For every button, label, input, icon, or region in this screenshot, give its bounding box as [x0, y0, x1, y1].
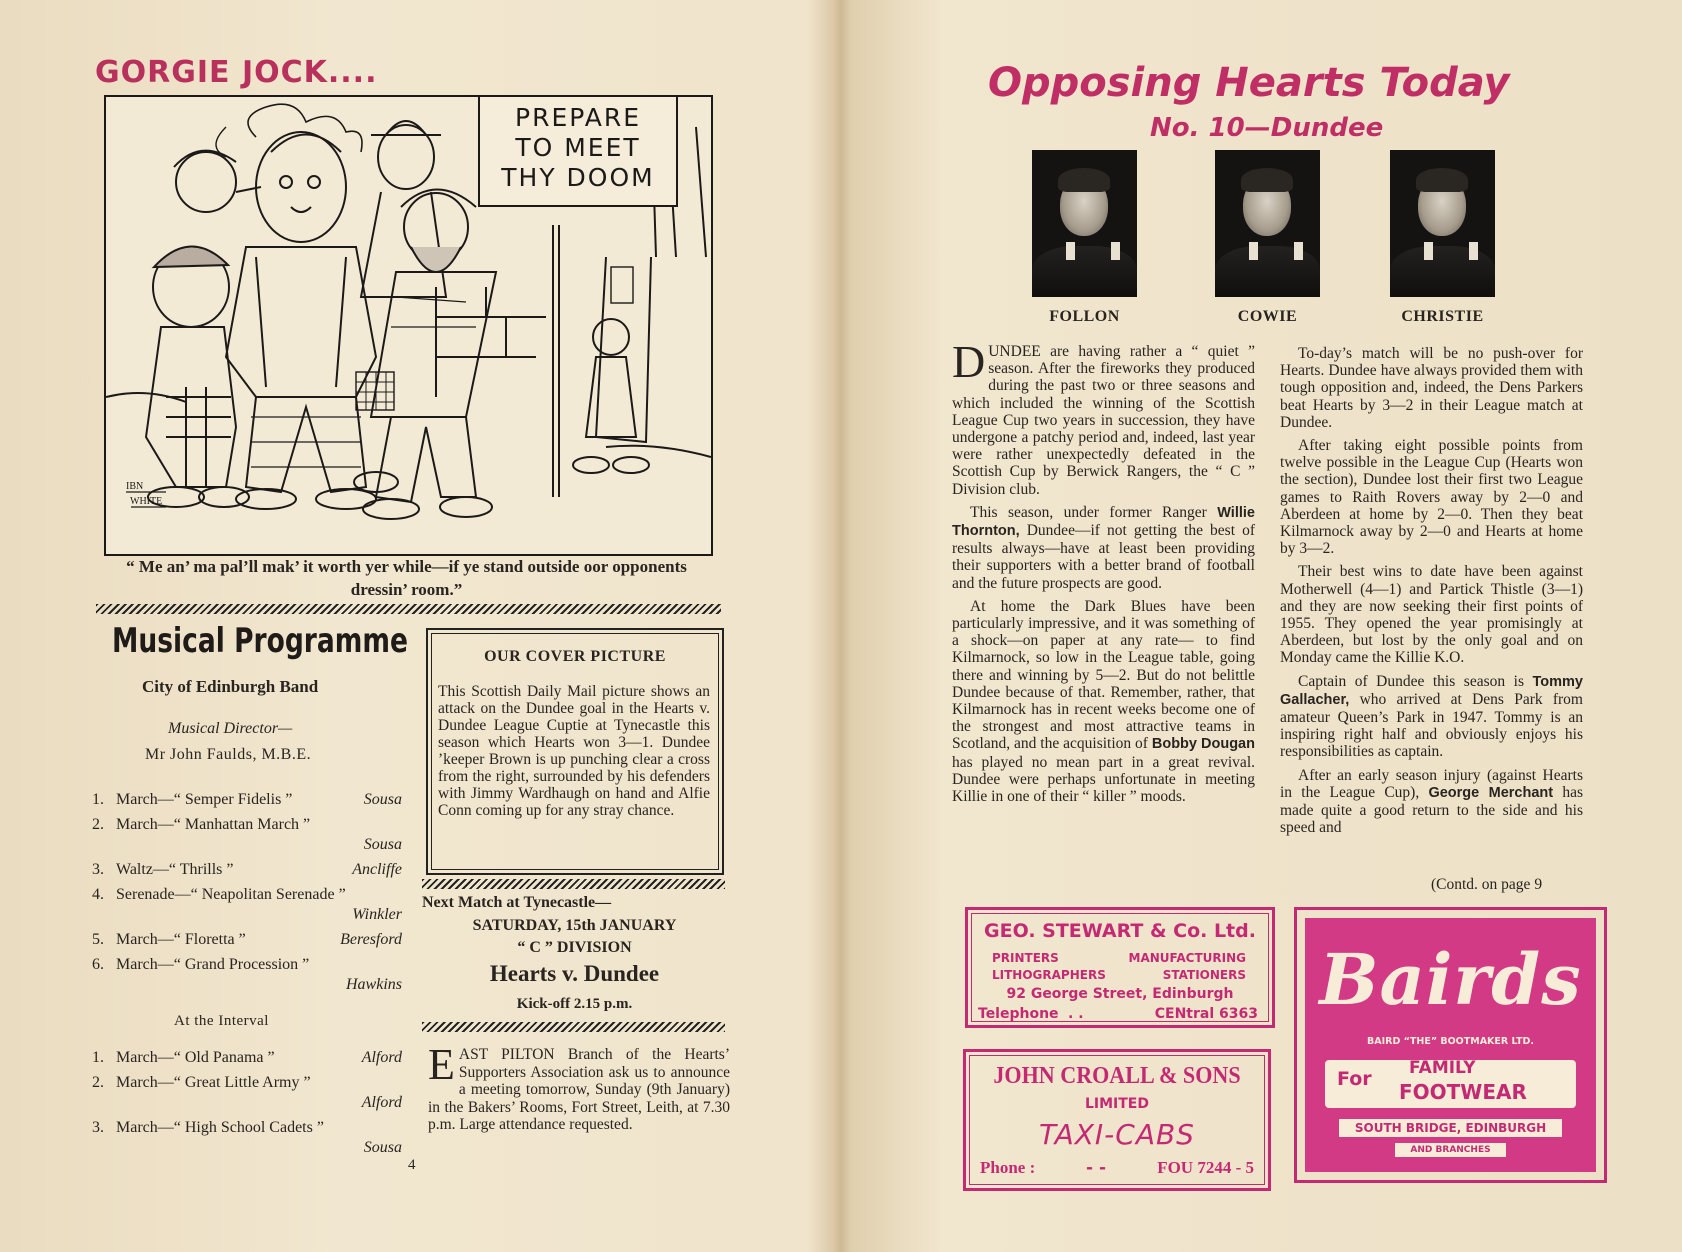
paragraph [952, 336, 1255, 498]
opposing-title: Opposing Hearts Today [988, 60, 1510, 106]
article-column-1 [952, 336, 1255, 811]
music-item [92, 860, 402, 880]
music-list [92, 790, 402, 1000]
east-pilton-text: AST PILTON Branch of the Hearts’ Supporters Association ask us to announce a meeting tomorrow, Sunday (9th January) in the Bakers’ Rooms, Fort Street, Leith, at 7.30 p.m. Large attendance requested. [428, 1046, 730, 1133]
player-name-dougan: Bobby Dougan [1151, 736, 1255, 753]
ad-phone-label: Phone : [980, 1158, 1036, 1177]
music-item-title: March—“ Semper Fidelis ” [116, 791, 293, 808]
doom-sign [478, 95, 678, 207]
music-item-title: March—“ High School Cadets ” [116, 1119, 324, 1136]
music-item-number: 5. [92, 931, 104, 948]
ad-bairds-panel [1305, 918, 1596, 1172]
paragraph-text: has played no mean part in a great revival. Dundee were perhaps unfortunate in meeting Killie in one of their “ killer ” moods. [952, 753, 1255, 806]
article-column-2 [1280, 345, 1583, 842]
player-name-thornton: Willie Thornton, [952, 504, 1255, 540]
next-match-division: “ C ” DIVISION [517, 939, 632, 956]
paragraph [1280, 673, 1583, 761]
paragraph [952, 598, 1255, 805]
paragraph-text: UNDEE are having rather a “ quiet ” season. After the fireworks they produced during the past two or three seasons and which included the winning of the Scottish League Cup two years in succession, they have undergone a patchy period and, indeed, last year were rather unexpectedly defeated in the Scottish Cup by Berwick Rangers, the “ C ” Division club. [952, 343, 1255, 498]
music-item-number: 3. [92, 1119, 104, 1136]
paragraph: After taking eight possible points from twelve possible in the League Cup (Hearts won the section), Dundee lost their first two League games to Raith Rovers away by 2—0 and Aberdeen at home by 2—0. Then they beat Kilmarnock away by 2—0 and Hearts at home by 3—2. [1280, 437, 1583, 558]
ad-text: FOOTWEAR [1399, 1080, 1527, 1104]
music-item-title: March—“ Manhattan March ” [116, 816, 311, 833]
ad-geo-stewart [965, 907, 1275, 1028]
music-item-composer: Ancliffe [352, 861, 402, 878]
player-photo-christie [1390, 150, 1495, 297]
ad-company-name: JOHN CROALL & SONS [993, 1063, 1241, 1089]
sign-line-3: THY DOOM [501, 163, 655, 192]
ad-text: LIMITED [1084, 1096, 1149, 1112]
music-item [92, 1073, 402, 1113]
ad-text: FAMILY [1409, 1058, 1476, 1078]
ad-service: TAXI-CABS [1039, 1118, 1195, 1151]
music-item-number: 2. [92, 1074, 104, 1091]
player-name-cowie: COWIE [1237, 308, 1298, 325]
music-item-composer: Sousa [363, 791, 402, 808]
paragraph [952, 504, 1255, 592]
player-name-merchant: George Merchant [1428, 784, 1554, 801]
ad-text: AND BRANCHES [1395, 1143, 1506, 1157]
music-item-number: 4. [92, 886, 104, 903]
ad-address: SOUTH BRIDGE, EDINBURGH [1339, 1119, 1562, 1137]
page-number: 4 [408, 1157, 416, 1173]
ad-text: PRINTERS [992, 951, 1059, 965]
music-item-composer: Winkler [352, 906, 402, 923]
ad-bairds [1294, 907, 1607, 1183]
player-photo-cowie [1215, 150, 1320, 297]
paragraph-text: Captain of Dundee this season is [1298, 672, 1533, 690]
band-name: City of Edinburgh Band [142, 677, 319, 696]
divider-zigzag [422, 1022, 725, 1032]
next-match-fixture: Hearts v. Dundee [489, 961, 660, 986]
dropcap: D [952, 336, 986, 387]
svg-text:IBN: IBN [126, 481, 144, 492]
ad-text: LITHOGRAPHERS [992, 968, 1106, 982]
paragraph-text: Dundee—if not getting the best of results always—have at least been providing their supporters with a better brand of football and the future prospects are good. [952, 522, 1255, 592]
player-photo-follon [1032, 150, 1137, 297]
director-name: Mr John Faulds, M.B.E. [145, 746, 312, 763]
ad-text: . . [1068, 1006, 1084, 1022]
ad-text: STATIONERS [1162, 968, 1246, 982]
player-name-christie: CHRISTIE [1401, 308, 1484, 325]
music-item-composer: Beresford [340, 931, 402, 948]
next-match-kickoff: Kick-off 2.15 p.m. [516, 996, 633, 1012]
ad-tagline: BAIRD “THE” BOOTMAKER LTD. [1367, 1036, 1534, 1047]
paragraph-text: At home the Dark Blues have been particularly impressive, and it was something of a shock—on paper at any rate— to find Kilmarnock, so low in the League table, going there and winning by 5—2. But do not belittle Dundee because of that. Remember, rather, that Kilmarnock has in recent weeks become one of the strongest and most attractive teams in Scotland, and the acquisition of [952, 597, 1255, 753]
paragraph: Their best wins to date have been against Motherwell (4—1) and Partick Thistle (3—1) and they are now seeking their first points of 1955. They opened the year promisingly at Aberdeen, but lost by the only goal and on Monday came the Killie K.O. [1280, 563, 1583, 667]
gorgie-jock-cartoon [104, 95, 713, 556]
paragraph-text: who arrived at Dens Park from amateur Queen’s Park in 1947. Tommy is an inspiring right half and obviously enjoys his responsibilities as captain. [1280, 690, 1583, 761]
ad-phone-number: FOU 7244 - 5 [1157, 1158, 1254, 1177]
ad-address: 92 George Street, Edinburgh [1006, 986, 1234, 1002]
player-name-follon: FOLLON [1049, 308, 1120, 325]
music-item-number: 1. [92, 1049, 104, 1066]
divider-zigzag [96, 604, 721, 614]
music-item-title: March—“ Great Little Army ” [116, 1074, 311, 1091]
music-item-composer: Alford [361, 1094, 402, 1111]
dropcap: E [428, 1040, 455, 1089]
ad-john-croall [963, 1049, 1271, 1191]
left-page [0, 0, 840, 1252]
ad-phone-number: CENtral 6363 [1154, 1006, 1258, 1022]
paragraph-text: This season, under former Ranger [970, 503, 1218, 521]
ad-text: MANUFACTURING [1128, 951, 1246, 965]
music-item-number: 2. [92, 816, 104, 833]
music-item [92, 790, 402, 810]
music-item-title: Waltz—“ Thrills ” [116, 861, 234, 878]
sign-line-2: TO MEET [515, 133, 641, 162]
music-item-composer: Sousa [363, 1139, 402, 1156]
cover-title: OUR COVER PICTURE [484, 648, 666, 665]
divider-zigzag [422, 879, 725, 889]
paragraph [1280, 767, 1583, 837]
opposing-subtitle: No. 10—Dundee [1150, 113, 1384, 143]
player-name-gallacher: Tommy Gallacher, [1280, 673, 1583, 708]
music-item-number: 3. [92, 861, 104, 878]
next-match-title: Next Match at Tynecastle— [422, 894, 612, 911]
music-item [92, 930, 402, 950]
cover-picture-box [426, 628, 724, 875]
music-item [92, 815, 402, 855]
cover-text: This Scottish Daily Mail picture shows an attack on the Dundee goal in the Hearts v. Dundee League Cuptie at Tynecastle this season which Hearts won 3—1. Dundee ’keeper Brown is up punching clear a cross from the right, surrounded by his defenders with Jimmy Wardhaugh on hand and Alfie Conn coming up for any stray chance. [438, 683, 710, 819]
paragraph-text: After an early season injury (against Hearts in the League Cup), [1280, 766, 1583, 801]
music-item [92, 1048, 402, 1068]
ad-brand-logo: Bairds [1319, 938, 1582, 1021]
interval-music-list [92, 1048, 402, 1163]
sign-line-1: PREPARE [515, 103, 641, 132]
music-item [92, 885, 402, 925]
musical-programme-title: Musical Programme [112, 621, 409, 661]
interval-label: At the Interval [174, 1013, 269, 1029]
paragraph: To-day’s match will be no push-over for Hearts. Dundee have always provided them with tough opposition and, indeed, the Dens Parkers beat Hearts by 3—2 in their League match at Dundee. [1280, 345, 1583, 431]
ad-text: For [1337, 1068, 1372, 1090]
music-item-composer: Hawkins [346, 976, 402, 993]
music-item-title: March—“ Grand Procession ” [116, 956, 310, 973]
ad-text: - - [1086, 1158, 1107, 1178]
east-pilton-notice [428, 1040, 730, 1134]
director-label: Musical Director— [168, 720, 293, 737]
cartoon-title: GORGIE JOCK.... [95, 55, 378, 90]
music-item [92, 955, 402, 995]
ad-phone-label: Telephone [978, 1006, 1059, 1022]
music-item-title: Serenade—“ Neapolitan Serenade ” [116, 886, 346, 903]
music-item-title: March—“ Old Panama ” [116, 1049, 275, 1066]
ad-company-name: GEO. STEWART & Co. Ltd. [984, 920, 1256, 942]
ad-footwear-banner [1325, 1060, 1576, 1108]
music-item-composer: Alford [361, 1049, 402, 1066]
music-item [92, 1118, 402, 1158]
paragraph-text: has made quite a good return to the side and his speed and [1280, 783, 1584, 837]
music-item-number: 6. [92, 956, 104, 973]
next-match-date: SATURDAY, 15th JANUARY [472, 917, 677, 934]
music-item-number: 1. [92, 791, 104, 808]
music-item-composer: Sousa [363, 836, 402, 853]
svg-text:WHITE: WHITE [130, 496, 163, 507]
music-item-title: March—“ Floretta ” [116, 931, 246, 948]
continued-note: (Contd. on page 9 [1431, 876, 1543, 893]
cartoon-caption: “ Me an’ ma pal’ll mak’ it worth yer while—if ye stand outside oor opponents dressin’ room.” [126, 557, 687, 599]
